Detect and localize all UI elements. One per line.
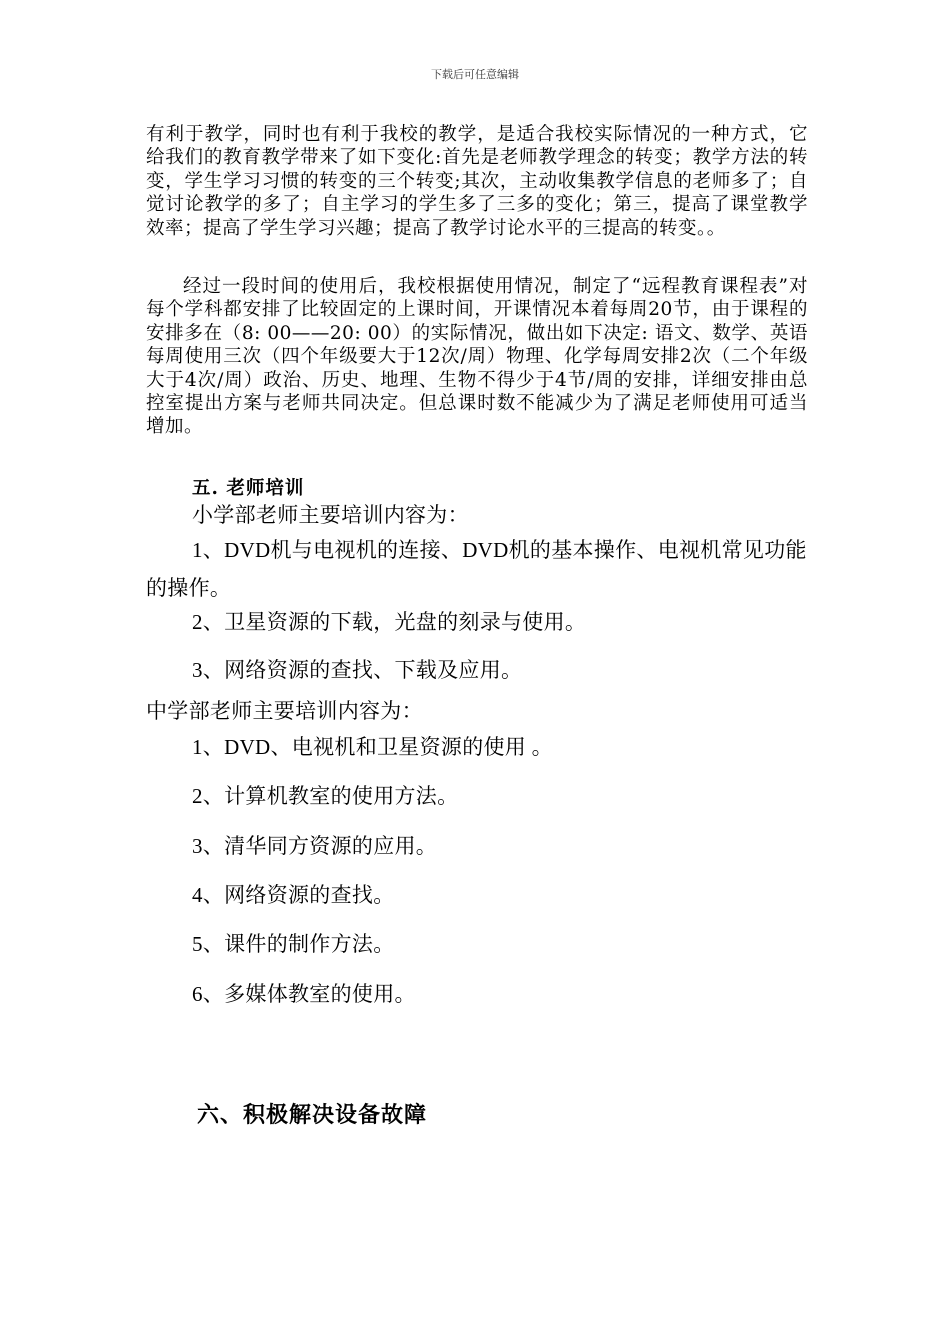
primary-item-2: 2、卫星资源的下载，光盘的刻录与使用。 bbox=[192, 610, 587, 634]
section-heading-equipment-faults: 六、积极解决设备故障 bbox=[197, 1103, 428, 1128]
primary-intro: 小学部老师主要培训内容为： bbox=[192, 503, 469, 527]
middle-item-4: 4、网络资源的查找。 bbox=[192, 883, 395, 907]
paragraph-benefits: 有利于教学，同时也有利于我校的教学，是适合我校实际情况的一种方式，它给我们的教育教学带来了如下变化:首先是老师教学理念的转变；教学方法的转变，学生学习习惯的转变的三个转变;其次，主动收集教学信息的老师多了；自觉讨论教学的多了；自主学习的学生多了三多的变化；第三，提高了课堂教学效率；提高了学生学习兴趣；提高了教学讨论水平的三提高的转变。。 bbox=[146, 124, 808, 239]
middle-item-3: 3、清华同方资源的应用。 bbox=[192, 834, 438, 858]
middle-item-5: 5、课件的制作方法。 bbox=[192, 932, 395, 956]
primary-item-3: 3、网络资源的查找、下载及应用。 bbox=[192, 658, 523, 682]
primary-item-1: 1、DVD机与电视机的连接、DVD机的基本操作、电视机常见功能的操作。 bbox=[146, 538, 807, 600]
middle-intro: 中学部老师主要培训内容为： bbox=[146, 699, 423, 723]
paragraph-schedule: 经过一段时间的使用后，我校根据使用情况，制定了“远程教育课程表”对每个学科都安排了比较固定的上课时间，开课情况本着每周20节，由于课程的安排多在（8: 00——20: 00）的实际情况，做出如下决定: 语文、数学、英语每周使用三次（四个年级要大于12次/周）物理、化学每周安排2次（二个年级大于4次/周）政治、历史、地理、生物不得少于4节/周的安排，详细安排由总控室提出方案与老师共同决定。但总课时数不能减少为了满足老师使用可适当增加。 bbox=[146, 276, 808, 438]
section-heading-teacher-training: 五. 老师培训 bbox=[192, 478, 305, 499]
middle-item-2: 2、计算机教室的使用方法。 bbox=[192, 784, 459, 808]
page-header: 下载后可任意编辑 bbox=[431, 68, 519, 81]
middle-item-1: 1、DVD、电视机和卫星资源的使用 。 bbox=[192, 735, 553, 759]
middle-item-6: 6、多媒体教室的使用。 bbox=[192, 982, 416, 1006]
